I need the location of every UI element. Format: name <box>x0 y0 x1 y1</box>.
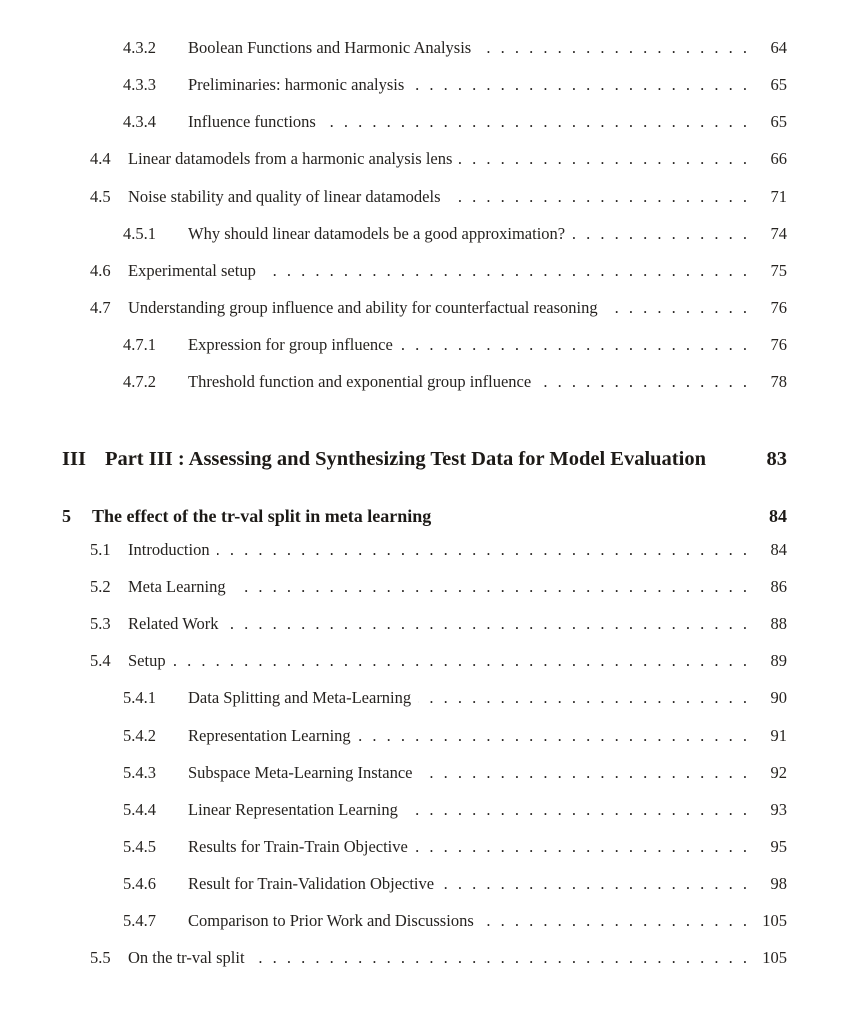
toc-entry-5-4-6 <box>0 865 848 902</box>
part-title: Part III : Assessing and Synthesizing Test Data for Model Evaluation <box>104 448 706 471</box>
entry-title: Result for Train-Validation Objective <box>188 874 435 894</box>
entry-title: Preliminaries: harmonic analysis <box>188 75 405 95</box>
part-heading-iii <box>62 441 787 479</box>
entry-page-number: 95 <box>770 837 787 857</box>
entry-number: 4.7.1 <box>123 335 156 355</box>
entry-number: 4.5 <box>90 186 111 206</box>
dot-leader <box>572 215 747 252</box>
entry-number: 4.3.4 <box>123 112 156 132</box>
entry-page-number: 98 <box>770 874 787 894</box>
entry-title: Setup <box>128 651 166 671</box>
toc-entry-4-3-2 <box>0 29 848 66</box>
entry-page-number: 91 <box>770 725 787 745</box>
entry-title: Linear datamodels from a harmonic analysis lens <box>128 149 453 169</box>
entry-title: Related Work <box>128 614 219 634</box>
entry-number: 5.4.7 <box>123 911 156 931</box>
toc-entry-5-1 <box>0 531 848 568</box>
dot-leader <box>478 29 747 66</box>
entry-number: 4.6 <box>90 260 111 280</box>
entry-title: Expression for group influence <box>188 335 393 355</box>
entry-page-number: 71 <box>770 186 787 206</box>
toc-entry-5-5 <box>0 939 848 976</box>
entry-title: Experimental setup <box>128 260 256 280</box>
entry-title: Data Splitting and Meta-Learning <box>188 688 412 708</box>
dot-leader <box>400 326 747 363</box>
entry-number: 4.3.3 <box>123 75 156 95</box>
toc-entry-4-3-3 <box>0 66 848 103</box>
entry-number: 5.4.3 <box>123 762 156 782</box>
entry-page-number: 89 <box>770 651 787 671</box>
toc-entry-4-3-4 <box>0 103 848 140</box>
entry-number: 5.4.6 <box>123 874 156 894</box>
dot-leader <box>323 103 747 140</box>
entry-page-number: 92 <box>770 762 787 782</box>
entry-number: 4.4 <box>90 149 111 169</box>
entry-page-number: 75 <box>770 260 787 280</box>
toc-entry-4-7-2 <box>0 363 848 400</box>
dot-leader <box>448 178 747 215</box>
entry-number: 4.7.2 <box>123 372 156 392</box>
entry-page-number: 105 <box>762 948 787 968</box>
entry-number: 5.4.1 <box>123 688 156 708</box>
entry-title: Why should linear datamodels be a good approximation? <box>188 223 566 243</box>
dot-leader <box>405 791 747 828</box>
entry-number: 5.4.4 <box>123 799 156 819</box>
entry-page-number: 76 <box>770 297 787 317</box>
entry-title: Comparison to Prior Work and Discussions <box>188 911 474 931</box>
entry-title: Results for Train-Train Objective <box>188 837 408 857</box>
entry-page-number: 84 <box>770 539 787 559</box>
entry-page-number: 65 <box>770 75 787 95</box>
entry-page-number: 65 <box>770 112 787 132</box>
dot-leader <box>459 140 747 177</box>
entry-number: 5.4.2 <box>123 725 156 745</box>
toc-entry-4-7-1 <box>0 326 848 363</box>
entry-number: 4.3.2 <box>123 38 156 57</box>
entry-title: Representation Learning <box>188 725 351 745</box>
dot-leader <box>481 902 747 939</box>
dot-leader <box>217 531 747 568</box>
toc-entry-5-4 <box>0 642 848 679</box>
dot-leader <box>418 679 747 716</box>
part-number: III <box>62 448 86 471</box>
entry-page-number: 78 <box>770 372 787 392</box>
toc-entry-4-5-1 <box>0 215 848 252</box>
toc-entry-5-4-4 <box>0 791 848 828</box>
entry-page-number: 64 <box>770 38 787 57</box>
toc-entry-5-4-2 <box>0 717 848 754</box>
entry-title: Noise stability and quality of linear datamodels <box>128 186 441 206</box>
toc-entry-5-3 <box>0 605 848 642</box>
entry-number: 5.4.5 <box>123 837 156 857</box>
entry-title: Threshold function and exponential group influence <box>188 372 532 392</box>
toc-entry-5-4-1 <box>0 679 848 716</box>
toc-entry-4-6 <box>0 252 848 289</box>
chapter-number: 5 <box>62 505 71 526</box>
dot-leader <box>252 939 747 976</box>
entry-number: 5.1 <box>90 539 111 559</box>
toc-entry-5-4-5 <box>0 828 848 865</box>
entry-title: Linear Representation Learning <box>188 799 398 819</box>
chapter-page-number: 84 <box>769 505 787 526</box>
dot-leader <box>263 252 747 289</box>
entry-title: Boolean Functions and Harmonic Analysis <box>188 38 472 57</box>
entry-number: 4.5.1 <box>123 223 156 243</box>
entry-number: 5.2 <box>90 577 111 597</box>
entry-title: Introduction <box>128 539 210 559</box>
dot-leader <box>420 754 748 791</box>
entry-page-number: 66 <box>770 149 787 169</box>
entry-title: Subspace Meta-Learning Instance <box>188 762 413 782</box>
entry-number: 5.5 <box>90 948 111 968</box>
toc-entry-4-5 <box>0 178 848 215</box>
toc-entry-4-4 <box>0 140 848 177</box>
entry-page-number: 86 <box>770 577 787 597</box>
entry-number: 5.3 <box>90 614 111 634</box>
entry-page-number: 76 <box>770 335 787 355</box>
dot-leader <box>605 289 747 326</box>
toc-entry-5-4-7 <box>0 902 848 939</box>
dot-leader <box>358 717 747 754</box>
entry-page-number: 105 <box>762 911 787 931</box>
dot-leader <box>411 66 747 103</box>
entry-title: Understanding group influence and ability for counterfactual reasoning <box>128 297 598 317</box>
part-page-number: 83 <box>766 448 787 471</box>
dot-leader <box>233 568 747 605</box>
entry-number: 5.4 <box>90 651 111 671</box>
dot-leader <box>441 865 747 902</box>
dot-leader <box>415 828 747 865</box>
entry-page-number: 93 <box>770 799 787 819</box>
entry-title: Influence functions <box>188 112 316 132</box>
dot-leader <box>225 605 747 642</box>
chapter-title: The effect of the tr-val split in meta learning <box>92 505 432 526</box>
dot-leader <box>173 642 747 679</box>
entry-title: Meta Learning <box>128 577 226 597</box>
chapter-heading-5 <box>62 501 787 531</box>
toc-entry-4-7 <box>0 289 848 326</box>
dot-leader <box>538 363 747 400</box>
entry-page-number: 88 <box>770 614 787 634</box>
entry-page-number: 90 <box>770 688 787 708</box>
toc-entry-5-4-3 <box>0 754 848 791</box>
entry-number: 4.7 <box>90 297 111 317</box>
toc-entry-5-2 <box>0 568 848 605</box>
entry-page-number: 74 <box>770 223 787 243</box>
entry-title: On the tr-val split <box>128 948 245 968</box>
